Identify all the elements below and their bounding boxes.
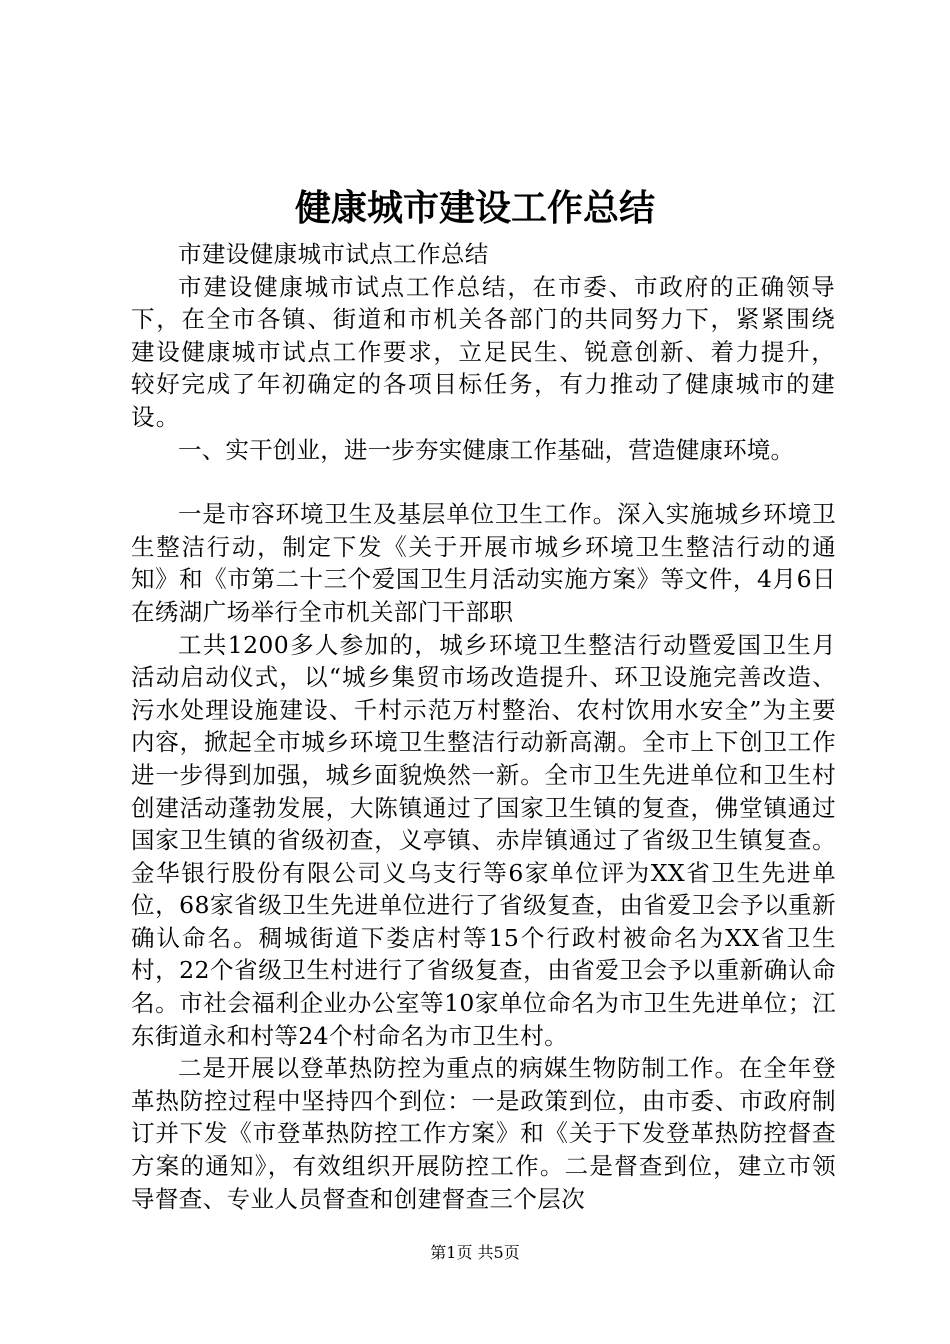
paragraph-subtitle: 市建设健康城市试点工作总结 <box>178 240 489 268</box>
page-number: 第1页 共5页 <box>430 1243 520 1262</box>
paragraph-intro: 市建设健康城市试点工作总结，在市委、市政府的正确领导下，在全市各镇、街道和市机关各部门的共同努力下，紧紧围绕建设健康城市试点工作要求，立足民生、锐意创新、着力提升，较好完成了年初确定的各项目标任务，有力推动了健康城市的建设。 <box>131 272 836 431</box>
document-title: 健康城市建设工作总结 <box>294 187 655 229</box>
paragraph-sanitation: 一是市容环境卫生及基层单位卫生工作。深入实施城乡环境卫生整洁行动，制定下发《关于开展市城乡环境卫生整洁行动的通知》和《市第二十三个爱国卫生月活动实施方案》等文件，4月6日在绣湖广场举行全市机关部门干部职 <box>131 500 836 626</box>
paragraph-campaign: 工共1200多人参加的，城乡环境卫生整洁行动暨爱国卫生月活动启动仪式，以“城乡集贸市场改造提升、环卫设施完善改造、污水处理设施建设、千村示范万村整治、农村饮用水安全”为主要内容，掀起全市城乡环境卫生整洁行动新高潮。全市上下创卫工作进一步得到加强，城乡面貌焕然一新。全市卫生先进单位和卫生村创建活动蓬勃发展，大陈镇通过了国家卫生镇的复查，佛堂镇通过国家卫生镇的省级初查，义亭镇、赤岸镇通过了省级卫生镇复查。金华银行股份有限公司义乌支行等6家单位评为XX省卫生先进单位，68家省级卫生先进单位进行了省级复查，由省爱卫会予以重新确认命名。稠城街道下娄店村等15个行政村被命名为XX省卫生村，22个省级卫生村进行了省级复查，由省爱卫会予以重新确认命名。市社会福利企业办公室等10家单位命名为市卫生先进单位；江东街道永和村等24个村命名为市卫生村。 <box>131 630 836 1050</box>
paragraph-gap <box>131 466 836 498</box>
paragraph-dengue: 二是开展以登革热防控为重点的病媒生物防制工作。在全年登革热防控过程中坚持四个到位：一是政策到位，由市委、市政府制订并下发《市登革热防控工作方案》和《关于下发登革热防控督查方案的通知》，有效组织开展防控工作。二是督查到位，建立市领导督查、专业人员督查和创建督查三个层次 <box>131 1054 836 1213</box>
section-heading: 一、实干创业，进一步夯实健康工作基础，营造健康环境。 <box>178 435 795 464</box>
document-body <box>131 238 836 1215</box>
